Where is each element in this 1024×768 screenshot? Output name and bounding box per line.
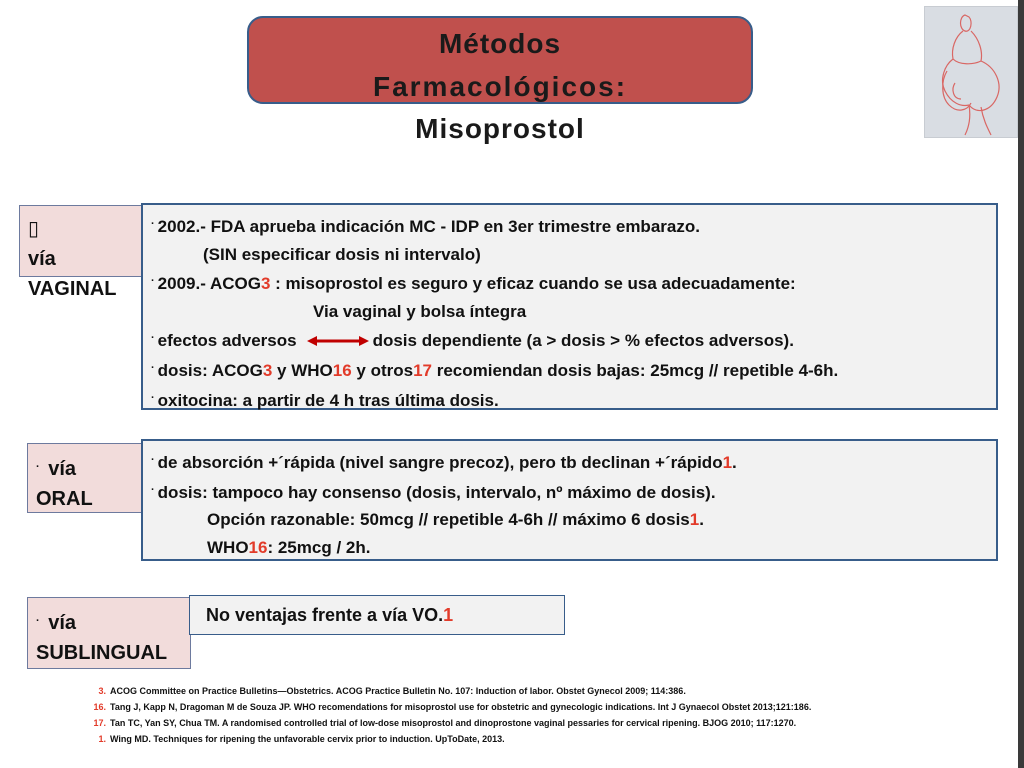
vaginal-line-7: · oxitocina: a partir de 4 h tras última dosis. (151, 390, 499, 410)
oral-line-3: Opción razonable: 50mcg // repetible 4-6h // máximo 6 dosis1. (207, 510, 704, 529)
vaginal-line-1: · 2002.- FDA aprueba indicación MC - IDP en 3er trimestre embarazo. (151, 217, 700, 236)
content-vaginal (141, 203, 998, 410)
oral-line-1: · de absorción +´rápida (nivel sangre precoz), pero tb declinan +´rápido1. (151, 453, 737, 472)
label-sublingual-line1: vía (48, 612, 77, 634)
reference-item: 17. Tan TC, Yan SY, Chua TM. A randomised controlled trial of low-dose misoprostol and dinoprostone vaginal pessaries for cervical ripening. BJOG 2010; 117:1270. (93, 718, 797, 728)
label-sublingual: · vía SUBLINGUAL (27, 597, 191, 669)
reference-item: 1. Wing MD. Techniques for ripening the unfavorable cervix prior to induction. UpToDate, 2013. (98, 734, 505, 744)
references (90, 683, 811, 747)
pregnant-woman-sketch-icon (924, 6, 1018, 138)
content-oral (141, 439, 998, 561)
oral-line-2: · dosis: tampoco hay consenso (dosis, intervalo, nº máximo de dosis). (151, 482, 716, 502)
oral-line-4: WHO16: 25mcg / 2h. (207, 537, 371, 557)
double-arrow-icon (307, 328, 369, 356)
square-bullet-icon: ▯ (28, 218, 40, 240)
title-line-3: Misoprostol (415, 113, 585, 144)
reference-item: 16. Tang J, Kapp N, Dragoman M de Souza JP. WHO recomendations for misoprostol use for obstetric and gynecologic indications. Int J Gynaecol Obstet 2013;121:186. (93, 702, 812, 712)
label-oral-line1: vía (48, 458, 77, 480)
label-sublingual-line2: SUBLINGUAL (36, 642, 168, 664)
vaginal-line-4: Via vaginal y bolsa íntegra (313, 301, 527, 321)
vaginal-line-5: · efectos adversos dosis dependiente (a > dosis > % efectos adversos). (151, 325, 996, 355)
title-line-2: Farmacológicos: (372, 71, 628, 102)
vaginal-line-3: · 2009.- ACOG3 : misoprostol es seguro y eficaz cuando se usa adecuadamente: (151, 274, 796, 293)
sublingual-line-1: No ventajas frente a vía VO.1 (206, 605, 454, 625)
content-sublingual (189, 595, 565, 635)
vaginal-line-2: (SIN especificar dosis ni intervalo) (203, 244, 481, 264)
vaginal-line-6: · dosis: ACOG3 y WHO16 y otros17 recomiendan dosis bajas: 25mcg // repetible 4-6h. (151, 361, 839, 381)
label-oral-line2: ORAL (36, 488, 93, 510)
label-vaginal (19, 205, 143, 300)
label-vaginal-line1: vía (28, 248, 56, 270)
right-edge-bar (1018, 0, 1024, 768)
label-vaginal-line2: VAGINAL (28, 278, 117, 300)
title-line-1: Métodos (438, 28, 562, 59)
label-oral: · vía ORAL (27, 443, 143, 513)
reference-item: 3. ACOG Committee on Practice Bulletins—Obstetrics. ACOG Practice Bulletin No. 107: Induction of labor. Obstet Gynecol 2009; 114:386. (98, 686, 686, 696)
